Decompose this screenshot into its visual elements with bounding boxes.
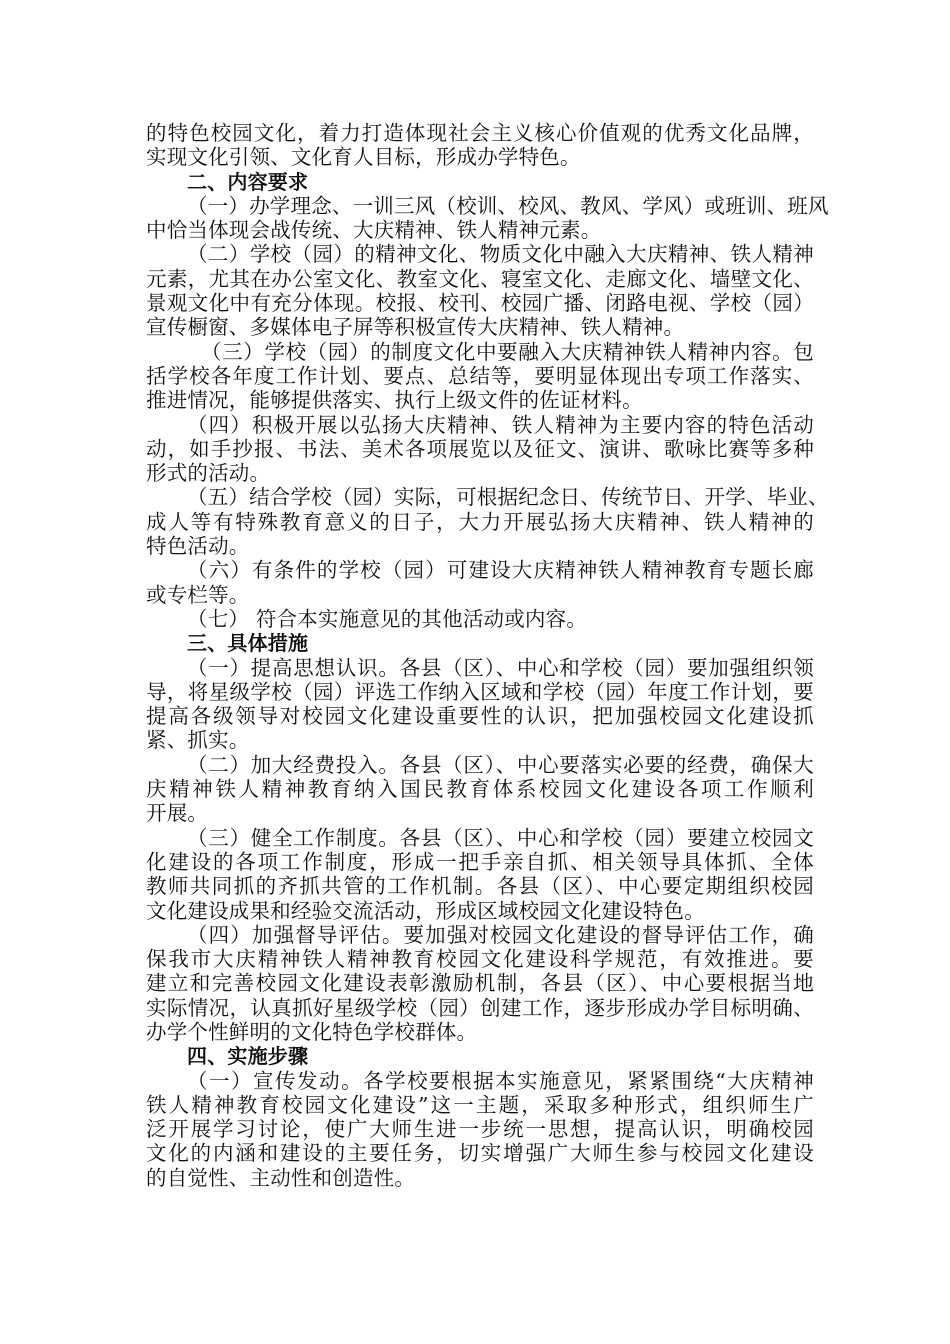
paragraph-line: 或专栏等。 — [146, 582, 250, 607]
paragraph-line: 导，将星级学校（园）评选工作纳入区域和学校（园）年度工作计划，要 — [146, 679, 814, 704]
paragraph-line: 动，如手抄报、书法、美术各项展览以及征文、演讲、歌咏比赛等多种 — [146, 436, 814, 461]
paragraph-line: 形式的活动。 — [146, 461, 271, 486]
paragraph-line: 教师共同抓的齐抓共管的工作机制。各县（区）、中心要定期组织校园 — [146, 874, 814, 899]
paragraph-line: （七） 符合本实施意见的其他活动或内容。 — [187, 606, 588, 631]
section-heading: 三、具体措施 — [187, 631, 309, 656]
paragraph-line: 开展。 — [146, 801, 209, 826]
paragraph-line: 庆精神铁人精神教育纳入国民教育体系校园文化建设各项工作顺利 — [146, 777, 814, 802]
paragraph-line: （一）办学理念、一训三风（校训、校风、教风、学风）或班训、班风 — [187, 193, 829, 218]
paragraph-line: （六）有条件的学校（园）可建设大庆精神铁人精神教育专题长廊 — [187, 558, 814, 583]
paragraph-line: 成人等有特殊教育意义的日子，大力开展弘扬大庆精神、铁人精神的 — [146, 509, 814, 534]
paragraph-line: 紧、抓实。 — [146, 728, 250, 753]
paragraph-line: 提高各级领导对校园文化建设重要性的认识，把加强校园文化建设抓 — [146, 704, 814, 729]
paragraph-line: 办学个性鲜明的文化特色学校群体。 — [146, 1019, 478, 1044]
paragraph-line: 特色活动。 — [146, 534, 250, 559]
paragraph-line: （二）学校（园）的精神文化、物质文化中融入大庆精神、铁人精神 — [187, 242, 814, 267]
paragraph-line: 实际情况，认真抓好星级学校（园）创建工作，逐步形成办学目标明确、 — [146, 995, 814, 1020]
paragraph-line: （三）学校（园）的制度文化中要融入大庆精神铁人精神内容。包 — [201, 339, 814, 364]
paragraph-line: （四）加强督导评估。要加强对校园文化建设的督导评估工作，确 — [187, 922, 814, 947]
paragraph-line: 的自觉性、主动性和创造性。 — [146, 1165, 416, 1190]
paragraph-line: 文化建设成果和经验交流活动，形成区域校园文化建设特色。 — [146, 898, 705, 923]
paragraph-line: 景观文化中有充分体现。校报、校刊、校园广播、闭路电视、学校（园） — [146, 291, 814, 316]
paragraph-line: （五）结合学校（园）实际，可根据纪念日、传统节日、开学、毕业、 — [187, 485, 829, 510]
paragraph-line: 化建设的各项工作制度，形成一把手亲自抓、相关领导具体抓、全体 — [146, 849, 814, 874]
paragraph-line: 泛开展学习讨论，使广大师生进一步统一思想，提高认识，明确校园 — [146, 1117, 814, 1142]
paragraph-line: （一）提高思想认识。各县（区）、中心和学校（园）要加强组织领 — [187, 655, 814, 680]
paragraph-line: 元素，尤其在办公室文化、教室文化、寝室文化、走廊文化、墙壁文化、 — [146, 266, 814, 291]
paragraph-line: 保我市大庆精神铁人精神教育校园文化建设科学规范，有效推进。要 — [146, 947, 814, 972]
document-body — [146, 121, 829, 1190]
paragraph-line: （四）积极开展以弘扬大庆精神、铁人精神为主要内容的特色活动 — [187, 412, 814, 437]
paragraph-line: 的特色校园文化，着力打造体现社会主义核心价值观的优秀文化品牌， — [146, 121, 814, 145]
paragraph-line: 中恰当体现会战传统、大庆精神、铁人精神元素。 — [146, 218, 602, 243]
paragraph-line: 括学校各年度工作计划、要点、总结等，要明显体现出专项工作落实、 — [146, 363, 814, 388]
paragraph-line: 实现文化引领、文化育人目标，形成办学特色。 — [146, 145, 581, 170]
paragraph-line: 铁人精神教育校园文化建设”这一主题，采取多种形式，组织师生广 — [146, 1092, 814, 1117]
section-heading: 四、实施步骤 — [187, 1044, 309, 1069]
paragraph-line: 宣传橱窗、多媒体电子屏等积极宣传大庆精神、铁人精神。 — [146, 315, 685, 340]
paragraph-line: （二）加大经费投入。各县（区）、中心要落实必要的经费，确保大 — [187, 752, 814, 777]
section-heading: 二、内容要求 — [187, 169, 309, 194]
paragraph-line: （三）健全工作制度。各县（区）、中心和学校（园）要建立校园文 — [187, 825, 814, 850]
paragraph-line: 建立和完善校园文化建设表彰激励机制，各县（区）、中心要根据当地 — [146, 971, 814, 996]
paragraph-line: （一）宣传发动。各学校要根据本实施意见，紧紧围绕“大庆精神 — [187, 1068, 814, 1093]
paragraph-line: 文化的内涵和建设的主要任务，切实增强广大师生参与校园文化建设 — [146, 1141, 814, 1166]
paragraph-line: 推进情况，能够提供落实、执行上级文件的佐证材料。 — [146, 388, 643, 413]
